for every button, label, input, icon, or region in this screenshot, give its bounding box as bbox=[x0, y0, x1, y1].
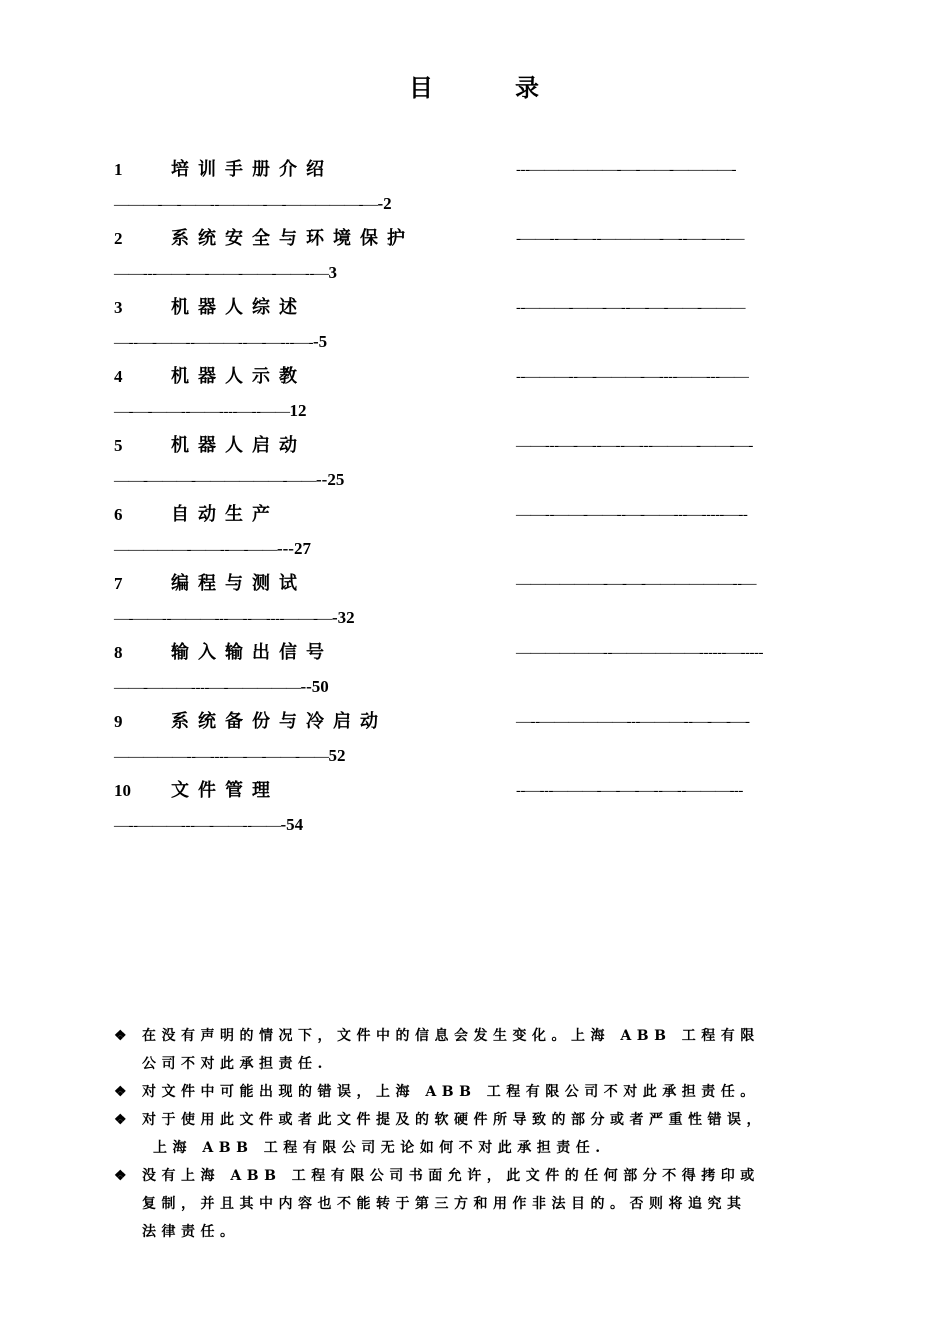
disclaimer-item bbox=[114, 1078, 854, 1106]
toc-entry[interactable] bbox=[114, 497, 854, 566]
toc-number: 3 bbox=[114, 298, 123, 317]
toc-leader-continued: —--—-——--———--—-—---—- bbox=[114, 335, 313, 351]
toc-title: 输入输出信号 bbox=[171, 642, 333, 663]
diamond-bullet-icon: ❖ bbox=[114, 1112, 127, 1128]
toc-leader-continued: ——---——-—-——-——-——--— bbox=[114, 266, 329, 282]
toc-title: 编程与测试 bbox=[171, 573, 306, 594]
diamond-bullet-icon: ❖ bbox=[114, 1028, 127, 1044]
toc-page-number: 3 bbox=[328, 263, 337, 282]
diamond-bullet-icon: ❖ bbox=[114, 1168, 127, 1184]
toc-title: 培训手册介绍 bbox=[171, 159, 333, 180]
toc-leader: -——--—-—--————-—--—-—--— bbox=[516, 231, 744, 247]
toc-page-number: 52 bbox=[328, 746, 346, 765]
toc-leader-continued: ——-———----—-————— bbox=[114, 680, 301, 696]
disclaimer-item bbox=[114, 1162, 854, 1246]
toc-title: 机器人示教 bbox=[171, 366, 306, 387]
toc-leader-continued: ———-—-——--———-—-—————-— bbox=[114, 197, 378, 213]
toc-title: 系统安全与环境保护 bbox=[171, 228, 414, 249]
page-title-left: 目 bbox=[409, 73, 435, 102]
toc-entry[interactable] bbox=[114, 290, 854, 359]
toc-entry[interactable] bbox=[114, 152, 854, 221]
toc-entry[interactable] bbox=[114, 635, 854, 704]
toc-leader-continued: —-—-——--——----—--—— bbox=[114, 404, 290, 420]
toc-leader: ——--——-——--—-——---—-----—-- bbox=[516, 507, 748, 523]
toc-number: 1 bbox=[114, 160, 123, 179]
toc-number: 10 bbox=[114, 781, 131, 800]
disclaimer-line: 复制，并且其中内容也不能转于第三方和用作非法目的。否则将追究其 bbox=[142, 1196, 747, 1212]
toc-number: 4 bbox=[114, 367, 123, 386]
disclaimer-line: 上海 ABB 工程有限公司无论如何不对此承担责任. bbox=[153, 1140, 606, 1156]
diamond-bullet-icon: ❖ bbox=[114, 1084, 127, 1100]
page-title-right: 录 bbox=[515, 73, 541, 102]
toc-page-number: -54 bbox=[280, 815, 304, 834]
toc-page-number: --50 bbox=[300, 677, 329, 696]
toc-page-number: -2 bbox=[377, 194, 392, 213]
disclaimer-item bbox=[114, 1022, 854, 1078]
toc-entry[interactable] bbox=[114, 773, 854, 842]
disclaimer-line: 在没有声明的情况下，文件中的信息会发生变化。上海 ABB 工程有限 bbox=[142, 1028, 760, 1044]
toc-page-number: -32 bbox=[331, 608, 355, 627]
toc-title: 自动生产 bbox=[171, 504, 279, 525]
toc-entry[interactable] bbox=[114, 428, 854, 497]
toc-leader-continued: —--———---—-——--—— bbox=[114, 818, 281, 834]
toc-leader: ——---—-—--—--—---———-——-—- bbox=[516, 438, 753, 454]
table-of-contents bbox=[114, 152, 854, 842]
toc-page-number: 12 bbox=[289, 401, 307, 420]
page-title bbox=[0, 68, 950, 104]
toc-number: 2 bbox=[114, 229, 123, 248]
toc-entry[interactable] bbox=[114, 359, 854, 428]
disclaimer-line: 对文件中可能出现的错误，上海 ABB 工程有限公司不对此承担责任。 bbox=[142, 1084, 760, 1100]
toc-leader: —--——————---———--—-—-—- bbox=[516, 714, 750, 730]
toc-leader: ---——————-—-——-————- bbox=[516, 162, 736, 178]
toc-number: 5 bbox=[114, 436, 123, 455]
toc-entry[interactable] bbox=[114, 221, 854, 290]
toc-title: 机器人启动 bbox=[171, 435, 306, 456]
disclaimer-line: 公司不对此承担责任. bbox=[142, 1056, 328, 1072]
toc-page-number: --25 bbox=[316, 470, 345, 489]
disclaimer-item bbox=[114, 1106, 854, 1162]
toc-leader-continued: —————--—----—-—-——-—— bbox=[114, 749, 329, 765]
toc-number: 8 bbox=[114, 643, 123, 662]
toc-leader: ——————-—-—-——————--— bbox=[516, 576, 756, 592]
disclaimer-line: 法律责任。 bbox=[142, 1224, 240, 1240]
toc-leader-continued: ——-———-——————-—— bbox=[114, 473, 316, 489]
toc-entry[interactable] bbox=[114, 566, 854, 635]
toc-leader-continued: —-——--———---—--—----——-— bbox=[114, 611, 332, 627]
toc-title: 机器人综述 bbox=[171, 297, 306, 318]
disclaimer-line: 没有上海 ABB 工程有限公司书面允许，此文件的任何部分不得拷印或 bbox=[142, 1168, 760, 1184]
toc-leader: --———-——-—--—-—-——-——— bbox=[516, 300, 745, 316]
toc-page-number: ---27 bbox=[276, 539, 311, 558]
toc-leader: --—---———-—-—-—--—--———--- bbox=[516, 783, 743, 799]
disclaimer-line: 对于使用此文件或者此文件提及的软硬件所导致的部分或者严重性错误， bbox=[142, 1112, 766, 1128]
toc-title: 系统备份与冷启动 bbox=[171, 711, 387, 732]
toc-number: 9 bbox=[114, 712, 123, 731]
toc-leader: --———--—-———-—----——---—— bbox=[516, 369, 749, 385]
toc-page-number: -5 bbox=[312, 332, 328, 351]
toc-number: 7 bbox=[114, 574, 123, 593]
toc-entry[interactable] bbox=[114, 704, 854, 773]
toc-number: 6 bbox=[114, 505, 123, 524]
disclaimer-notes bbox=[114, 1022, 854, 1246]
toc-leader-continued: —————-——--—-—— bbox=[114, 542, 277, 558]
toc-leader: ——————--——————------—----- bbox=[516, 645, 763, 661]
toc-title: 文件管理 bbox=[171, 780, 279, 801]
